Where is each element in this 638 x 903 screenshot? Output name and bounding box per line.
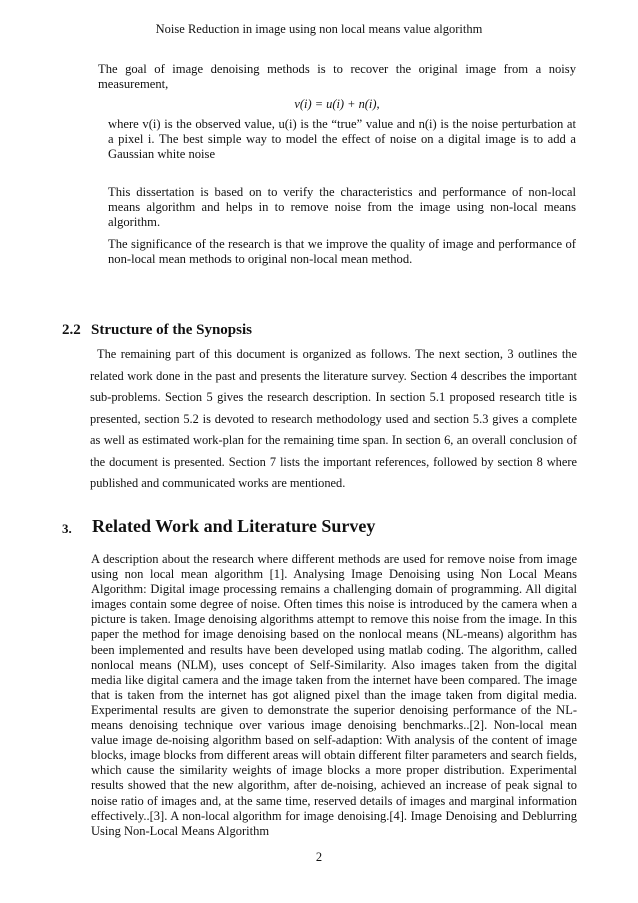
page-number: 2 [315,850,323,864]
section-3-title: Related Work and Literature Survey [92,516,376,536]
significance-paragraph: The significance of the research is that we improve the quality of image and performance of non-local mean methods to original non-local mean method. [108,237,576,267]
literature-survey-paragraph: A description about the research where different methods are used for remove noise from image using non local mean algorithm [1]. Analysing Image Denoising using Non Local Means Algorithm: Digital image processing remains a challenging domain of programming. All digital images contain some degree of noise. Often times this noise is introduced by the camera when a picture is taken. Image denoising algorithms attempt to remove this noise from the image. In this paper the method for image denoising based on the nonlocal means (NL-means) algorithm has been implemented and results have been developed using matlab coding. The algorithm, called nonlocal means (NLM), uses concept of Self-Similarity. Also images taken from the digital media like digital camera and the image taken from the internet have been compared. The image that is taken from the internet has got aligned pixel than the image taken from digital media. Experimental results are given to demonstrate the superior denoising performance of the NL-means denoising technique over various image denoising benchmarks..[2]. Non-local mean value image de-noising algorithm based on self-adaption: With analysis of the content of image blocks, image blocks from different areas will obtain different filter parameters and search fields, which cause the similarity weights of image blocks a more proper distribution. Experimental results showed that the new algorithm, after de-noising, achieved an increase of peak signal to noise ratio of images and, at the same time, reserved details of images and marginal information effectively..[3]. A non-local algorithm for image denoising.[4]. Image Denoising and Deblurring Using Non-Local Means Algorithm [91,552,577,838]
where-paragraph: where v(i) is the observed value, u(i) is the “true” value and n(i) is the noise perturbation at a pixel i. The best simple way to model the effect of noise on a digital image is to add a Gaussian white noise [108,117,576,162]
noise-model-equation: v(i) = u(i) + n(i), [294,97,380,111]
goal-paragraph: The goal of image denoising methods is to recover the original image from a noisy measurement, [98,62,576,92]
structure-paragraph: The remaining part of this document is organized as follows. The next section, 3 outlines the related work done in the past and presents the literature survey. Section 4 describes the important sub-problems. Section 5 gives the research description. In section 5.1 proposed research title is presented, section 5.2 is devoted to research methodology used and section 5.3 gives a complete as well as estimated work-plan for the remaining time span. In section 6, an overall conclusion of the document is presented. Section 7 lists the important references, followed by section 8 where published and communicated works are mentioned. [90,347,577,490]
section-2-2-number: 2.2 [62,322,81,338]
dissertation-paragraph: This dissertation is based on to verify the characteristics and performance of non-local means algorithm and helps in to remove noise from the image using non-local means algorithm. [108,185,576,230]
section-2-2-title: Structure of the Synopsis [91,322,252,338]
section-3-number: 3. [62,521,72,536]
running-header: Noise Reduction in image using non local means value algorithm [155,22,483,36]
